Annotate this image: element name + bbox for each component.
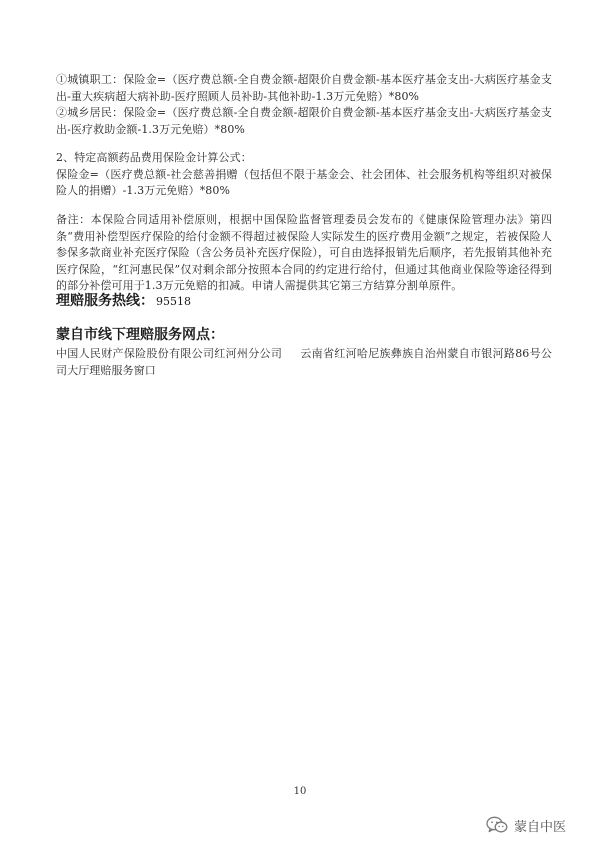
claims-hotline bbox=[56, 290, 191, 310]
hotline-label: 理赔服务热线： bbox=[56, 293, 154, 309]
hotline-number: 95518 bbox=[156, 295, 191, 308]
outlet-address: 云南省红河哈尼族彝族自治州蒙自市银河路86号公司大厅理赔服务窗口 bbox=[56, 347, 553, 377]
special-drug-formula: 保险金=（医疗费总额-社会慈善捐赠（包括但不限于基金会、社会团体、社会服务机构等组织对被保险人的捐赠）-1.3万元免赔）*80% bbox=[56, 167, 552, 197]
urban-rural-resident-formula: ②城乡居民：保险金=（医疗费总额-全自费金额-超限价自费金额-基本医疗基金支出-大病医疗基金支出-医疗救助金额-1.3万元免赔）*80% bbox=[56, 106, 552, 136]
outlet-entry bbox=[56, 346, 552, 379]
account-watermark bbox=[486, 814, 566, 836]
watermark-text: 蒙自中医 bbox=[514, 819, 567, 835]
special-drug-title: 2、特定高额药品费用保险金计算公式： bbox=[56, 151, 252, 164]
special-drug-block bbox=[56, 150, 552, 200]
page-number: 10 bbox=[293, 786, 307, 797]
urban-employee-formula: ①城镇职工：保险金=（医疗费总额-全自费金额-超限价自费金额-基本医疗基金支出-大病医疗基金支出-重大疾病超大病补助-医疗照顾人员补助-其他补助-1.3万元免赔）*80% bbox=[56, 73, 552, 103]
note-block bbox=[56, 212, 552, 295]
note-paragraph: 备注：本保险合同适用补偿原则，根据中国保险监督管理委员会发布的《健康保险管理办法》第四条“费用补偿型医疗保险的给付金额不得超过被保险人实际发生的医疗费用金额”之规定，若被保险人参保多款商业补充医疗保险（含公务员补充医疗保险），可自由选择报销先后顺序，若先报销其他补充医疗保险，“红河惠民保”仅对剩余部分按照本合同的约定进行给付，但通过其他商业保险等途径得到的部分补偿可用于1.3万元免赔的扣减。申请人需提供其它第三方结算分割单原件。 bbox=[56, 213, 552, 292]
offline-outlets-title: 蒙自市线下理赔服务网点： bbox=[56, 327, 224, 343]
wechat-icon bbox=[486, 816, 508, 834]
medical-formula-block bbox=[56, 72, 552, 138]
outlet-company: 中国人民财产保险股份有限公司红河州分公司 bbox=[56, 347, 283, 360]
